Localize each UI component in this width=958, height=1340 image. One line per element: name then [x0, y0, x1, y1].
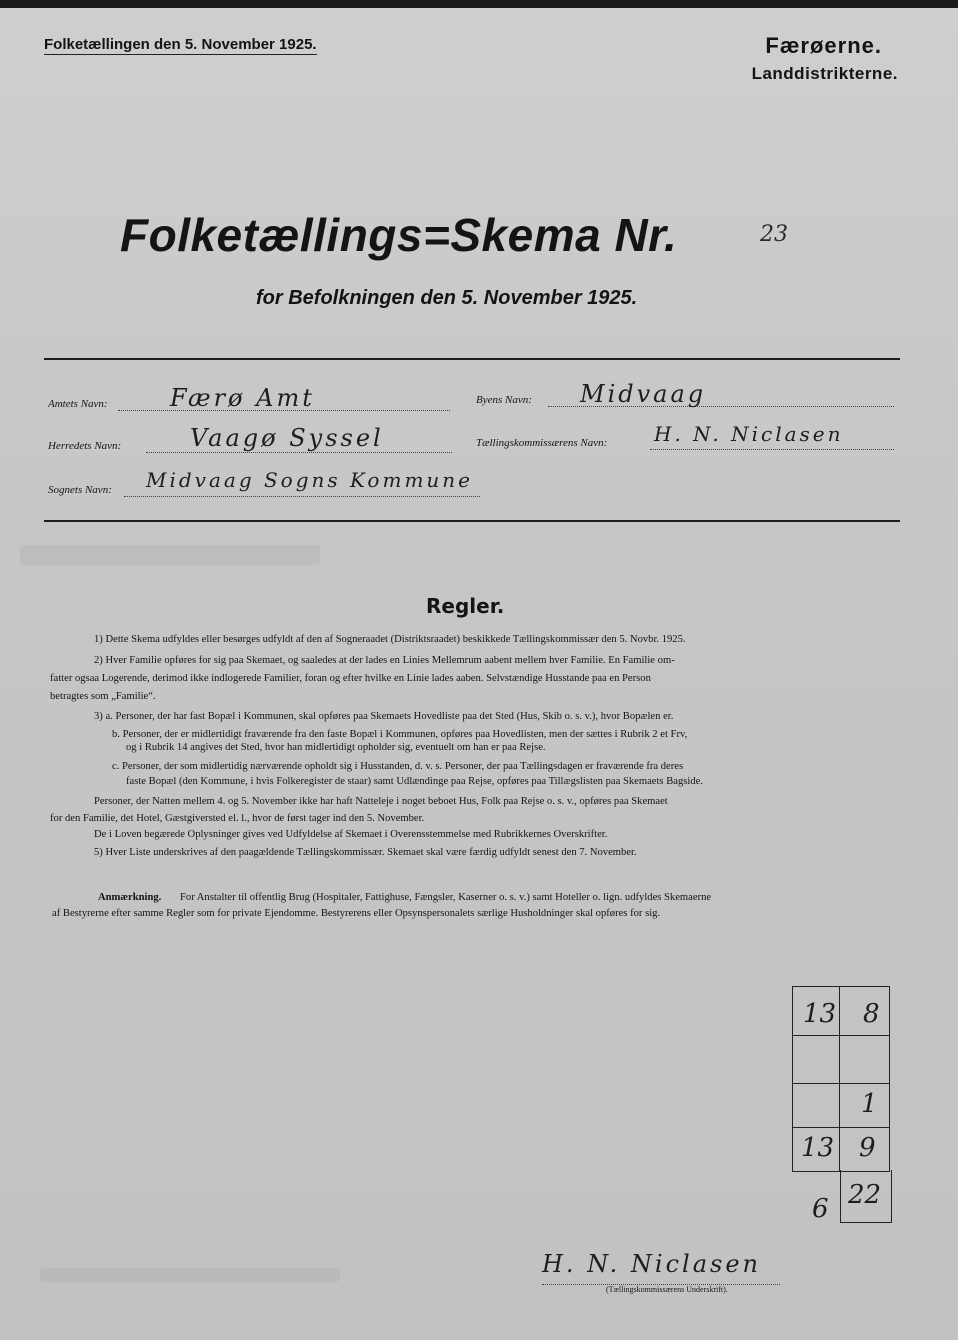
rule-line: b. Personer, der er midlertidigt fraværende fra den faste Bopæl i Kommunen, opføres paa Hovedlisten, men der sættes i Rubrik 2 et Frv, [112, 729, 688, 740]
form-title: Folketællings=Skema Nr. [120, 209, 678, 261]
tally-divider [793, 1127, 889, 1128]
form-number-handwritten: 23 [760, 222, 788, 247]
byen-value-handwritten: Midvaag [580, 380, 707, 408]
tally-divider [793, 1035, 889, 1036]
census-date-header: Folketællingen den 5. November 1925. [44, 36, 317, 53]
divider-bottom [44, 520, 900, 522]
rule-line: De i Loven begærede Oplysninger gives ved Udfyldelse af Skemaet i Overensstemmelse med Rubrikkernes Overskrifter. [94, 829, 608, 840]
amt-value-handwritten: Færø Amt [170, 384, 315, 412]
scan-smudge [20, 545, 320, 565]
rules-heading: Regler. [426, 594, 505, 618]
district-header: Landdistrikterne. [751, 64, 898, 83]
byen-label: Byens Navn: [476, 394, 532, 406]
rule-line: c. Personer, der som midlertidig nærværende opholdt sig i Husstanden, d. v. s. Personer, der paa Tællingsdagen er fraværende fra deres [112, 761, 684, 772]
tally-r4c2: 9 [859, 1133, 876, 1163]
scan-smudge [40, 1268, 340, 1282]
form-subtitle: for Befolkningen den 5. November 1925. [256, 287, 638, 309]
rule-line: Personer, der Natten mellem 4. og 5. November ikke har haft Natteleje i noget beboet Hus, Folk paa Rejse o. s. v., opføres paa Skemaet [94, 796, 668, 807]
tally-r1c2: 8 [863, 999, 880, 1029]
herred-value-handwritten: Vaagø Syssel [190, 424, 384, 452]
tally-divider [839, 987, 840, 1171]
region-header: Færøerne. [765, 33, 882, 58]
rule-line: 2) Hver Familie opføres for sig paa Skemaet, og saaledes at der lades en Linies Mellemrum aabent mellem hver Familie. En Familie om- [94, 655, 675, 666]
amt-label: Amtets Navn: [48, 398, 108, 410]
signature-caption: (Tællingskommissærens Underskrift). [606, 1285, 728, 1294]
tally-divider [793, 1083, 889, 1084]
rule-line: faste Bopæl (den Kommune, i hvis Folkeregister de staar) samt Udlændinge paa Rejse, opføres paa Tillægslisten paa Skemaets Bagside. [126, 776, 703, 787]
herred-field-line [146, 452, 452, 453]
tally-r1c1: 13 [803, 999, 837, 1029]
sogn-value-handwritten: Midvaag Sogns Kommune [146, 468, 474, 492]
rule-line: 1) Dette Skema udfyldes eller besørges udfyldt af den af Sogneraadet (Distriktsraadet) beskikkede Tællingskommissær den 5. Novbr. 1925. [94, 634, 686, 645]
tally-r5c1: 6 [812, 1194, 829, 1224]
kommissaer-value-handwritten: H. N. Niclasen [654, 422, 844, 446]
scan-top-border [0, 0, 958, 8]
rule-line: og i Rubrik 14 angives det Sted, hvor han midlertidigt opholder sig, eventuelt om han er paa Rejse. [126, 742, 546, 753]
rule-line: 5) Hver Liste underskrives af den paagældende Tællingskommissær. Skemaet skal være færdig udfyldt senest den 7. November. [94, 847, 637, 858]
kommissaer-field-line [650, 449, 894, 450]
rule-line: for den Familie, det Hotel, Gæstgiversted el. l., hvor de først tager ind den 5. November. [50, 813, 425, 824]
divider-top [44, 358, 900, 360]
tally-r4c1: 13 [801, 1133, 835, 1163]
sogn-field-line [124, 496, 480, 497]
rule-line: 3) a. Personer, der har fast Bopæl i Kommunen, skal opføres paa Skemaets Hovedliste paa det Sted (Hus, Skib o. s. v.), hvor Bopælen er. [94, 711, 674, 722]
tally-r3c2: 1 [861, 1089, 878, 1119]
tally-r5c2: 22 [848, 1180, 882, 1210]
tally-grid [792, 986, 890, 1172]
note-label: Anmærkning. [98, 892, 162, 903]
kommissaer-label: Tællingskommissærens Navn: [476, 437, 608, 449]
note-line: For Anstalter til offentlig Brug (Hospitaler, Fattighuse, Fængsler, Kaserner o. s. v.) samt Hoteller o. lign. udfyldes Skemaerne [180, 892, 712, 903]
herred-label: Herredets Navn: [48, 440, 122, 452]
signature-handwritten: H. N. Niclasen [542, 1250, 761, 1278]
rule-line: betragtes som „Familie“. [50, 691, 156, 702]
sogn-label: Sognets Navn: [48, 484, 112, 496]
rule-line: fatter ogsaa Logerende, derimod ikke indlogerede Familier, foran og efter hvilke en Linie lades aaben. Selvstændige Husstande paa en Person [50, 673, 651, 684]
note-line: af Bestyrerne efter samme Regler som for private Ejendomme. Bestyrerens eller Opsynspersonalets særlige Husholdninger skal opføres for sig. [52, 908, 661, 919]
